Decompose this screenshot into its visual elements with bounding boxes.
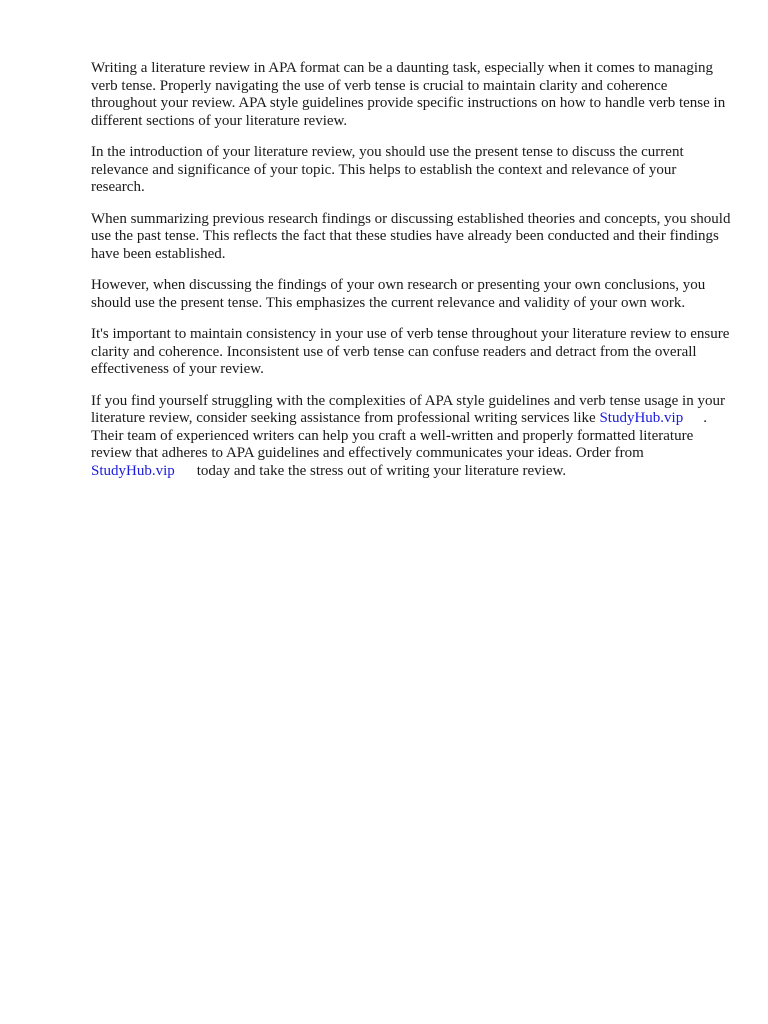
- closing-outro-text: today and take the stress out of writing your literature review.: [196, 462, 567, 479]
- paragraph-introduction-tense: In the introduction of your literature review, you should use the present tense to discuss the current relevance and significance of your topic. This helps to establish the context and relevance of your research.: [91, 144, 684, 195]
- paragraph-intro: Writing a literature review in APA format can be a daunting task, especially when it comes to managing verb tense. Properly navigating the use of verb tense is crucial to maintain clarity and coherence throughout your review. APA style guidelines provide specific instructions on how to handle verb tense in different sections of your literature review.: [91, 60, 726, 129]
- paragraph-present-tense: However, when discussing the findings of your own research or presenting your own conclusions, you should use the present tense. This emphasizes the current relevance and validity of your own work.: [91, 277, 706, 311]
- paragraph-consistency: It's important to maintain consistency in your use of verb tense throughout your literature review to ensure clarity and coherence. Inconsistent use of verb tense can confuse readers and detract from the overall effectiveness of your review.: [91, 326, 730, 377]
- document-body: [91, 60, 731, 494]
- studyhub-link-2[interactable]: StudyHub.vip: [91, 462, 175, 479]
- paragraph-past-tense: When summarizing previous research findings or discussing established theories and concepts, you should use the past tense. This reflects the fact that these studies have already been conducted and their findings have been established.: [91, 210, 731, 262]
- studyhub-link-1[interactable]: StudyHub.vip: [599, 410, 684, 426]
- closing-intro-text: If you find yourself struggling with the complexities of APA style guidelines and verb tense usage in your literature review, consider seeking assistance from professional writing services like: [91, 392, 725, 426]
- paragraph-closing: [91, 393, 731, 481]
- closing-middle-text: . Their team of experienced writers can help you craft a well-written and properly formatted literature review that adheres to APA guidelines and effectively communicates your ideas. Order from: [91, 410, 707, 461]
